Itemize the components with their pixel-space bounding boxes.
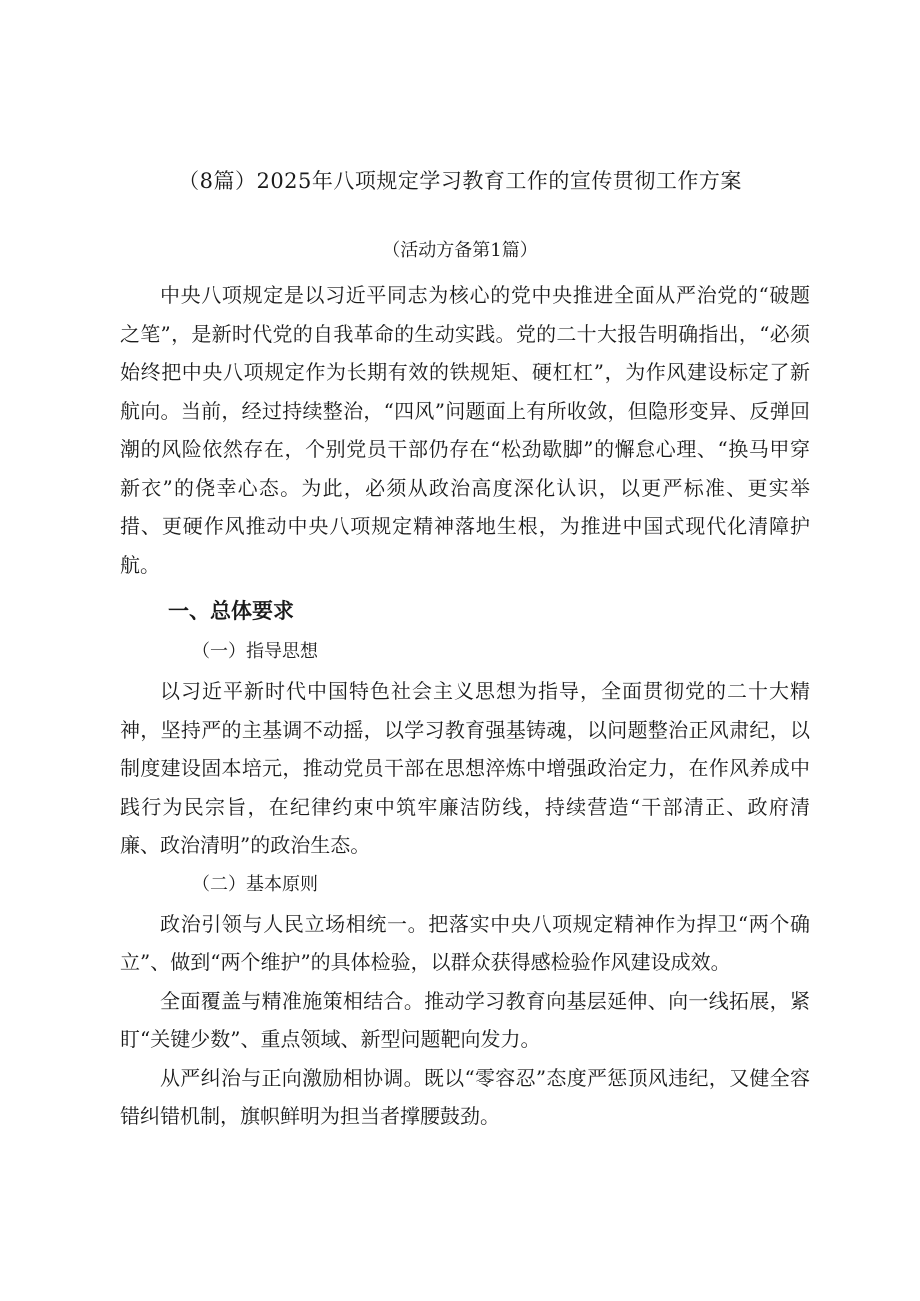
subsection-heading-guiding-ideology: （一）指导思想 xyxy=(192,641,318,662)
document-body xyxy=(120,276,810,1136)
subsection-heading-basic-principles: （二）基本原则 xyxy=(192,873,318,895)
document-subtitle: （活动方备第1篇） xyxy=(382,240,538,261)
principle-paragraph-3: 从严纠治与正向激励相协调。既以“零容忍”态度严惩顶风违纪，又健全容错纠错机制，旗帜鲜明为担当者撑腰鼓劲。 xyxy=(120,1065,810,1128)
principle-paragraph-2: 全面覆盖与精准施策相结合。推动学习教育向基层延伸、向一线拓展，紧盯“关键少数”、重点领域、新型问题靶向发力。 xyxy=(120,988,810,1051)
section-heading-general-requirements: 一、总体要求 xyxy=(168,599,294,623)
principle-paragraph-1: 政治引领与人民立场相统一。把落实中央八项规定精神作为捍卫“两个确立”、做到“两个维护”的具体检验，以群众获得感检验作风建设成效。 xyxy=(120,911,810,974)
intro-paragraph: 中央八项规定是以习近平同志为核心的党中央推进全面从严治党的“破题之笔”，是新时代党的自我革命的生动实践。党的二十大报告明确指出，“必须始终把中央八项规定作为长期有效的铁规矩、硬杠杠”，为作风建设标定了新航向。当前，经过持续整治，“四风”问题面上有所收敛，但隐形变异、反弹回潮的风险依然存在，个别党员干部仍存在“松劲歇脚”的懈怠心理、“换马甲穿新衣”的侥幸心态。为此，必须从政治高度深化认识，以更严标准、更实举措、更硬作风推动中央八项规定精神落地生根，为推进中国式现代化清障护航。 xyxy=(120,283,810,577)
guiding-ideology-paragraph: 以习近平新时代中国特色社会主义思想为指导，全面贯彻党的二十大精神，坚持严的主基调不动摇，以学习教育强基铸魂，以问题整治正风肃纪，以制度建设固本培元，推动党员干部在思想淬炼中增强政治定力，在作风养成中践行为民宗旨，在纪律约束中筑牢廉洁防线，持续营造“干部清正、政府清廉、政治清明”的政治生态。 xyxy=(120,679,810,857)
document-title: （8篇）2025年八项规定学习教育工作的宣传贯彻工作方案 xyxy=(178,169,742,193)
